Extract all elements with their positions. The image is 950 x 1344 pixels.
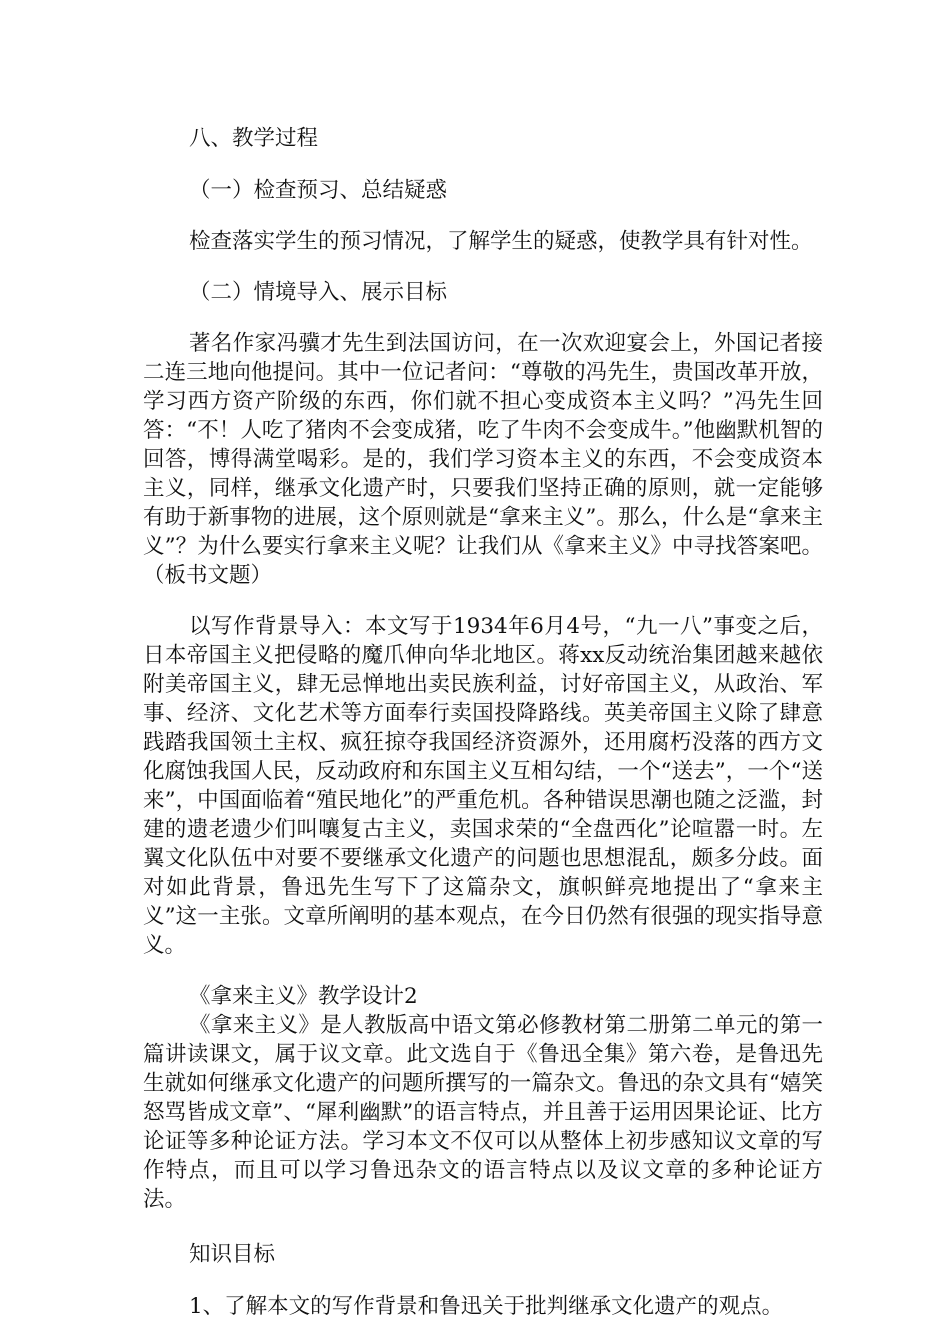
subsection-heading: 知识目标 — [189, 1242, 276, 1267]
subsection-heading: （一）检查预习、总结疑惑 — [189, 178, 448, 203]
paragraph: 以写作背景导入：本文写于1934年6月4号，“九一八”事变之后，日本帝国主义把侵略的魔爪伸向华北地区。蒋xx反动统治集团越来越依附美帝国主义，肆无忌惮地出卖民族利益，讨好帝国主义，从政治、军事、经济、文化艺术等方面奉行卖国投降路线。英美帝国主义除了肆意践踏我国领土主权、疯狂掠夺我国经济资源外，还用腐朽没落的西方文化腐蚀我国人民，反动政府和东国主义互相勾结，一个“送去”，一个“送来”，中国面临着“殖民地化”的严重危机。各种错误思潮也随之泛滥，封建的遗老遗少们叫嚷复古主义，卖国求荣的“全盘西化”论喧嚣一时。左翼文化队伍中对要不要继承文化遗产的问题也思想混乱，颇多分歧。面对如此背景，鲁迅先生写下了这篇杂文，旗帜鲜亮地提出了“拿来主义”这一主张。文章所阐明的基本观点，在今日仍然有很强的现实指导意义。 — [143, 614, 823, 958]
design-title: 《拿来主义》教学设计2 — [189, 984, 418, 1009]
document-page — [143, 112, 823, 1321]
section-heading: 八、教学过程 — [189, 126, 319, 151]
subsection-heading: （二）情境导入、展示目标 — [189, 280, 448, 305]
paragraph: 检查落实学生的预习情况，了解学生的疑惑，使教学具有针对性。 — [189, 229, 813, 254]
list-item: 1、了解本文的写作背景和鲁迅关于批判继承文化遗产的观点。 — [189, 1294, 784, 1319]
paragraph: 《拿来主义》是人教版高中语文第必修教材第二册第二单元的第一篇讲读课文，属于议文章。此文选自于《鲁迅全集》第六卷，是鲁迅先生就如何继承文化遗产的问题所撰写的一篇杂文。鲁迅的杂文具有“嬉笑怒骂皆成文章”、“犀利幽默”的语言特点，并且善于运用因果论证、比方论证等多种论证方法。学习本文不仅可以从整体上初步感知议文章的写作特点，而且可以学习鲁迅杂文的语言特点以及议文章的多种论证方法。 — [143, 1013, 823, 1212]
paragraph: 著名作家冯骥才先生到法国访问，在一次欢迎宴会上，外国记者接二连三地向他提问。其中一位记者问：“尊敬的冯先生，贵国改革开放，学习西方资产阶级的东西，你们就不担心变成资本主义吗？”冯先生回答：“不！人吃了猪肉不会变成猪，吃了牛肉不会变成牛。”他幽默机智的回答，博得满堂喝彩。是的，我们学习资本主义的东西，不会变成资本主义，同样，继承文化遗产时，只要我们坚持正确的原则，就一定能够有助于新事物的进展，这个原则就是“拿来主义”。那么，什么是“拿来主义”？为什么要实行拿来主义呢？让我们从《拿来主义》中寻找答案吧。（板书文题） — [143, 331, 823, 588]
